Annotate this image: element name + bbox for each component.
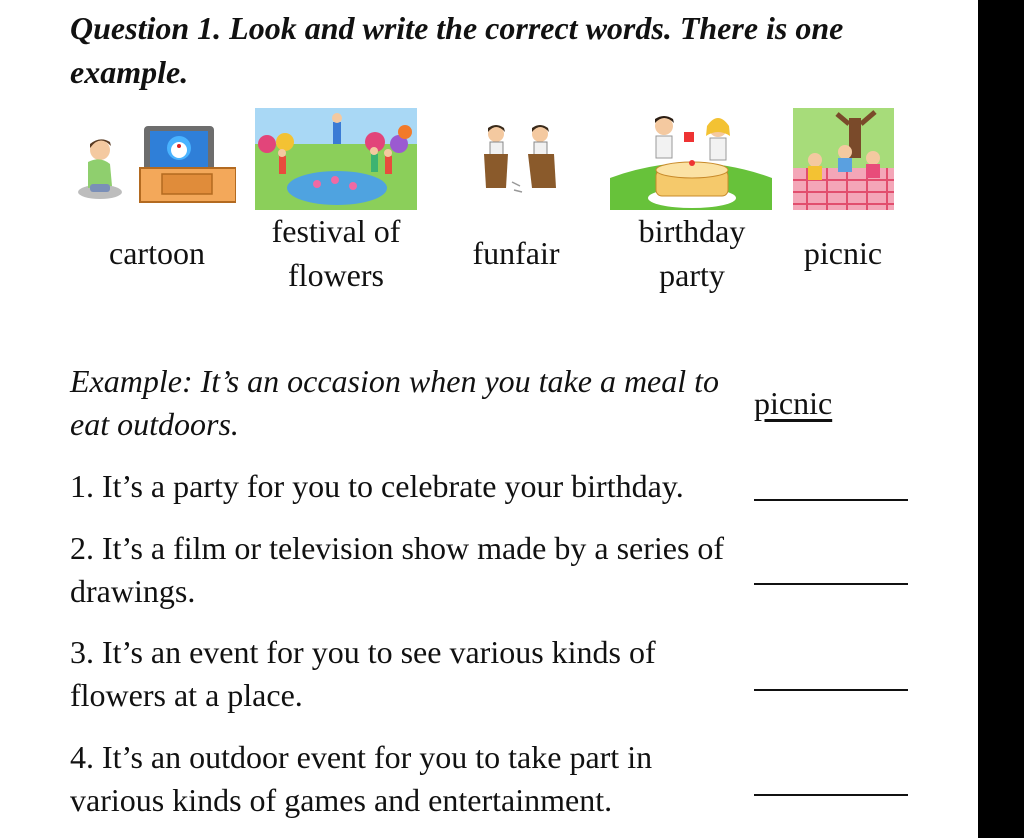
word-label: party (659, 257, 725, 293)
word-label: flowers (288, 257, 384, 293)
answer-blank-3[interactable] (754, 689, 908, 691)
word-label: birthday (638, 213, 746, 249)
answer-blank-4[interactable] (754, 794, 908, 796)
question-2: 2. It’s a film or television show made by a series of drawings. (70, 530, 725, 609)
answer-blank-2[interactable] (754, 583, 908, 585)
word-label: festival of (271, 213, 401, 249)
word-label: cartoon (109, 235, 205, 271)
question-title: Question 1. Look and write the correct words. There is one example. (70, 10, 844, 90)
flower-park-icon (255, 108, 417, 210)
birthday-cake-icon (610, 108, 772, 210)
answer-blank-1[interactable] (754, 499, 908, 501)
word-cartoon (86, 231, 228, 275)
child-watching-tv-icon (78, 108, 236, 210)
word-picnic (783, 231, 903, 275)
picnic-blanket-icon (793, 108, 894, 210)
word-festival-of-flowers (252, 209, 420, 297)
question-4: 4. It’s an outdoor event for you to take part in various kinds of games and entertainment. (70, 739, 653, 818)
question-3: 3. It’s an event for you to see various kinds of flowers at a place. (70, 634, 656, 713)
word-birthday-party (612, 209, 772, 297)
question-1: 1. It’s a party for you to celebrate your birthday. (70, 468, 684, 504)
example-sentence: Example: It’s an occasion when you take a meal to eat outdoors. (70, 363, 720, 442)
word-label: funfair (472, 235, 560, 271)
word-label: picnic (803, 235, 883, 271)
right-edge-bar (978, 0, 1024, 838)
sack-race-icon (436, 108, 598, 210)
word-funfair (446, 231, 586, 275)
example-answer: picnic (754, 385, 833, 421)
